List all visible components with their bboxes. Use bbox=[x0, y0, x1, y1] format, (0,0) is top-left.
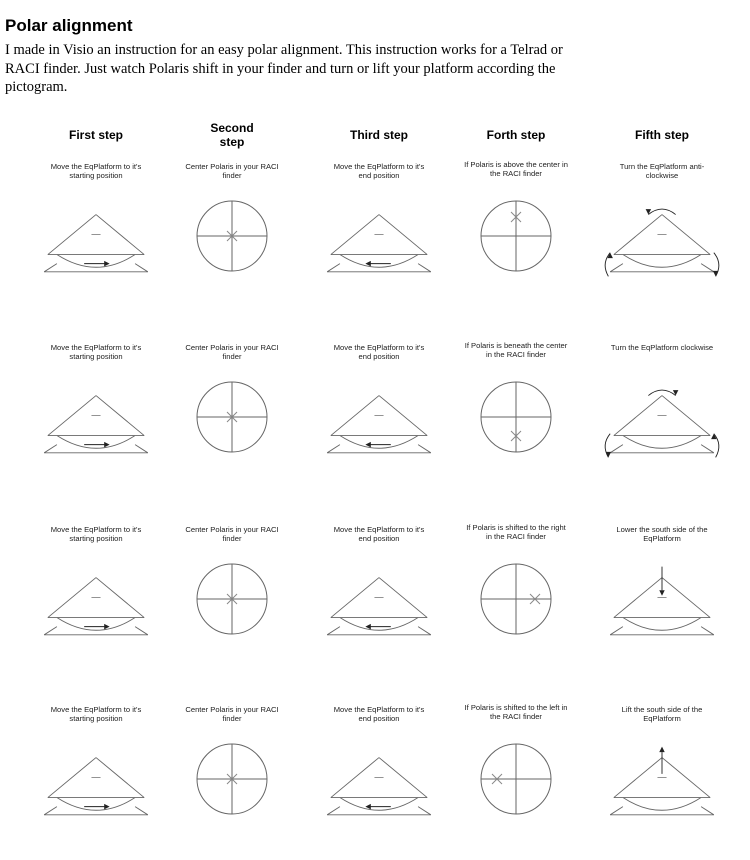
platform-figure bbox=[31, 563, 161, 643]
raci-finder-shifted-up bbox=[481, 201, 551, 271]
caption-row2-step3: Move the EqPlatform to it's end position bbox=[333, 343, 425, 361]
finder-figure bbox=[480, 743, 552, 815]
platform-action-anticlockwise bbox=[605, 209, 719, 276]
caption-row2-step1: Move the EqPlatform to it's starting position bbox=[50, 343, 142, 361]
caption-row4-step4: If Polaris is shifted to the left in the RACI finder bbox=[464, 703, 568, 721]
platform-start-position bbox=[44, 396, 148, 453]
move-arrow-left bbox=[365, 624, 390, 629]
platform-end-position bbox=[327, 578, 431, 635]
lift-arrow bbox=[659, 747, 664, 774]
caption-row3-step5: Lower the south side of the EqPlatform bbox=[616, 525, 708, 543]
platform-figure bbox=[597, 200, 727, 280]
caption-row2-step4: If Polaris is beneath the center in the RACI finder bbox=[464, 341, 568, 359]
move-arrow-right bbox=[84, 261, 109, 266]
caption-row3-step4: If Polaris is shifted to the right in the RACI finder bbox=[466, 523, 566, 541]
lower-arrow bbox=[659, 567, 664, 596]
platform-action-lift bbox=[610, 747, 714, 815]
platform-action-lower bbox=[610, 567, 714, 635]
platform-end-position bbox=[327, 396, 431, 453]
move-arrow-left bbox=[365, 442, 390, 447]
platform-figure bbox=[597, 381, 727, 461]
step-header-2: Second step bbox=[210, 121, 254, 149]
finder-figure bbox=[196, 563, 268, 635]
finder-figure bbox=[196, 381, 268, 453]
step-header-3: Third step bbox=[349, 128, 408, 142]
page-title: Polar alignment bbox=[5, 16, 133, 35]
raci-finder-shifted-right bbox=[481, 564, 551, 634]
platform-action-clockwise bbox=[605, 390, 719, 457]
step-header-1: First step bbox=[68, 128, 123, 142]
intro-paragraph: I made in Visio an instruction for an easy polar alignment. This instruction works for a Telrad or RACI finder. Just watch Polaris shift in your finder and turn or lift your platform according the pictogram. bbox=[5, 42, 563, 95]
caption-row1-step5: Turn the EqPlatform anti-clockwise bbox=[619, 162, 705, 180]
platform-figure bbox=[314, 381, 444, 461]
caption-row1-step3: Move the EqPlatform to it's end position bbox=[333, 162, 425, 180]
caption-row4-step5: Lift the south side of the EqPlatform bbox=[621, 705, 703, 723]
platform-start-position bbox=[44, 578, 148, 635]
caption-row2-step2: Center Polaris in your RACI finder bbox=[185, 343, 279, 361]
caption-row1-step2: Center Polaris in your RACI finder bbox=[185, 162, 279, 180]
raci-finder-shifted-left bbox=[481, 744, 551, 814]
platform-figure bbox=[314, 743, 444, 823]
move-arrow-right bbox=[84, 804, 109, 809]
move-arrow-left bbox=[365, 804, 390, 809]
raci-finder-centered bbox=[197, 744, 267, 814]
move-arrow-right bbox=[84, 624, 109, 629]
raci-finder-centered bbox=[197, 564, 267, 634]
platform-start-position bbox=[44, 215, 148, 272]
move-arrow-right bbox=[84, 442, 109, 447]
platform-end-position bbox=[327, 215, 431, 272]
caption-row1-step1: Move the EqPlatform to it's starting position bbox=[50, 162, 142, 180]
finder-figure bbox=[480, 200, 552, 272]
caption-row3-step3: Move the EqPlatform to it's end position bbox=[333, 525, 425, 543]
platform-figure bbox=[314, 200, 444, 280]
platform-figure bbox=[597, 743, 727, 823]
caption-row3-step2: Center Polaris in your RACI finder bbox=[185, 525, 279, 543]
raci-finder-centered bbox=[197, 382, 267, 452]
caption-row4-step2: Center Polaris in your RACI finder bbox=[185, 705, 279, 723]
caption-row3-step1: Move the EqPlatform to it's starting position bbox=[50, 525, 142, 543]
platform-figure bbox=[314, 563, 444, 643]
platform-figure bbox=[31, 743, 161, 823]
anticlockwise-rotation-arrows bbox=[605, 209, 719, 276]
caption-row4-step3: Move the EqPlatform to it's end position bbox=[333, 705, 425, 723]
finder-figure bbox=[196, 743, 268, 815]
clockwise-rotation-arrows bbox=[605, 390, 719, 457]
raci-finder-shifted-down bbox=[481, 382, 551, 452]
raci-finder-centered bbox=[197, 201, 267, 271]
platform-start-position bbox=[44, 758, 148, 815]
caption-row2-step5: Turn the EqPlatform clockwise bbox=[610, 343, 714, 352]
step-header-4: Forth step bbox=[486, 128, 546, 142]
move-arrow-left bbox=[365, 261, 390, 266]
step-header-5: Fifth step bbox=[635, 128, 689, 142]
caption-row4-step1: Move the EqPlatform to it's starting position bbox=[50, 705, 142, 723]
finder-figure bbox=[480, 563, 552, 635]
platform-end-position bbox=[327, 758, 431, 815]
platform-figure bbox=[31, 200, 161, 280]
finder-figure bbox=[196, 200, 268, 272]
caption-row1-step4: If Polaris is above the center in the RACI finder bbox=[464, 160, 568, 178]
platform-figure bbox=[31, 381, 161, 461]
platform-figure bbox=[597, 563, 727, 643]
finder-figure bbox=[480, 381, 552, 453]
